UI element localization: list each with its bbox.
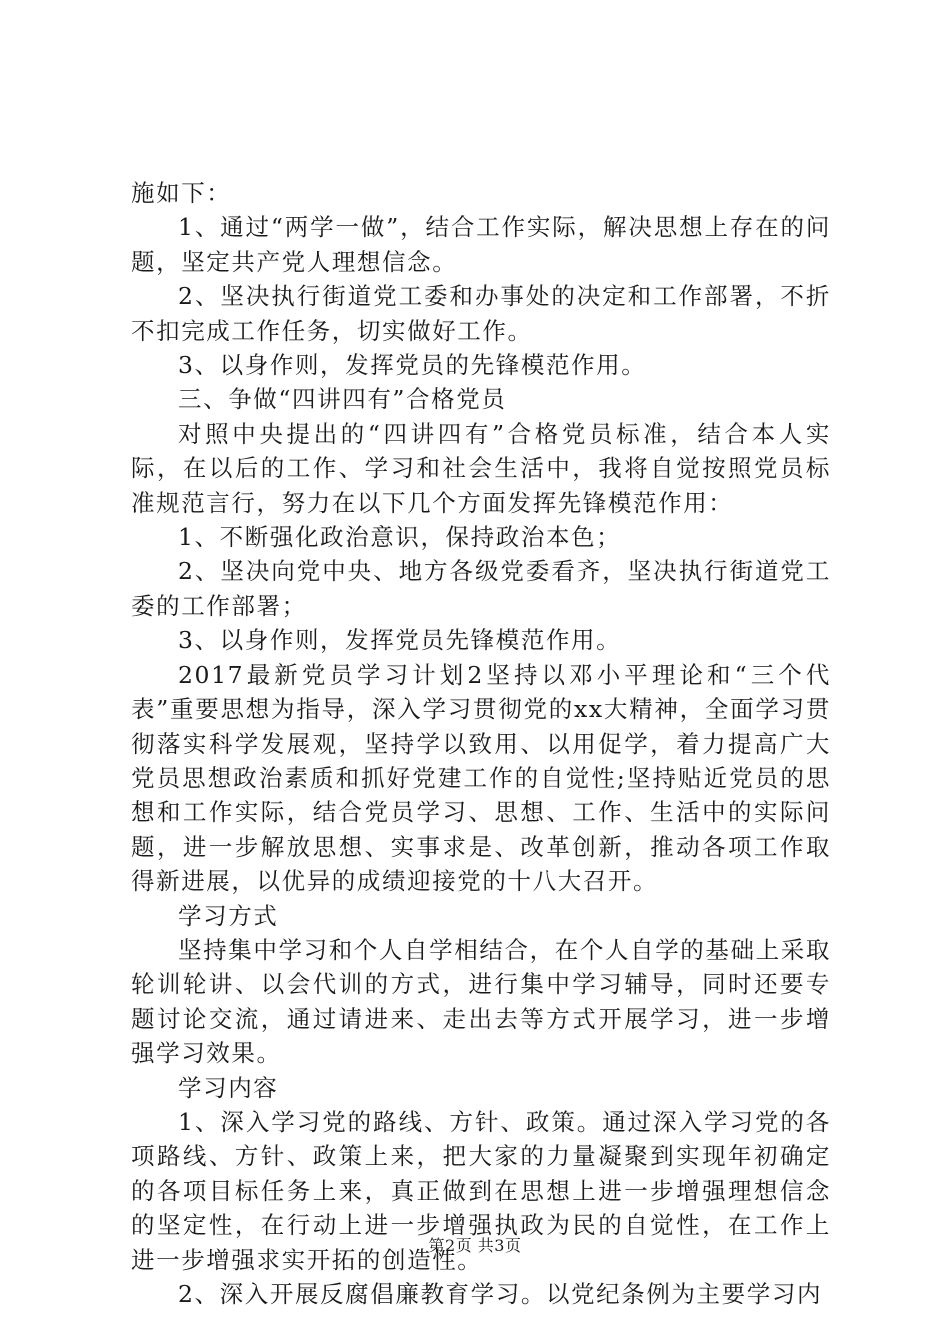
paragraph-12: 坚持集中学习和个人自学相结合，在个人自学的基础上采取轮训轮讲、以会代训的方式，进行集中学习辅导，同时还要专题讨论交流，通过请进来、走出去等方式开展学习，进一步增强学习效果。 [131,935,831,1068]
page-footer [0,1236,950,1256]
heading-study-method: 学习方式 [178,901,279,930]
paragraph-14: 1、深入学习党的路线、方针、政策。通过深入学习党的各项路线、方针、政策上来，把大家的力量凝聚到实现年初确定的各项目标任务上来，真正做到在思想上进一步增强理想信念的坚定性，在行动上进一步增强执政为民的自觉性，在工作上进一步增强求实开拓的创造性。 [131,1107,831,1274]
paragraph-6: 对照中央提出的“四讲四有”合格党员标准，结合本人实际，在以后的工作、学习和社会生活中，我将自觉按照党员标准规范言行，努力在以下几个方面发挥先锋模范作用： [131,419,831,517]
paragraph-10: 2017最新党员学习计划2坚持以邓小平理论和“三个代表”重要思想为指导，深入学习贯彻党的xx大精神，全面学习贯彻落实科学发展观，坚持学以致用、以用促学，着力提高广大党员思想政治素质和抓好党建工作的自觉性;坚持贴近党员的思想和工作实际，结合党员学习、思想、工作、生活中的实际问题，进一步解放思想、实事求是、改革创新，推动各项工作取得新进展，以优异的成绩迎接党的十八大召开。 [131,660,831,896]
heading-study-content: 学习内容 [178,1073,279,1102]
paragraph-4: 3、以身作则，发挥党员的先锋模范作用。 [178,351,647,380]
paragraph-1: 施如下： [131,179,232,207]
paragraph-3: 2、坚决执行街道党工委和办事处的决定和工作部署，不折不扣完成工作任务，切实做好工作。 [131,282,831,345]
page-number-label: 第2页 共3页 [428,1236,522,1255]
paragraph-15: 2、深入开展反腐倡廉教育学习。以党纪条例为主要学习内 [178,1280,823,1308]
paragraph-8: 2、坚决向党中央、地方各级党委看齐，坚决执行街道党工委的工作部署； [131,557,831,620]
paragraph-2: 1、通过“两学一做”，结合工作实际，解决思想上存在的问题，坚定共产党人理想信念。 [131,213,831,276]
section-heading-3: 三、争做“四讲四有”合格党员 [178,385,507,414]
paragraph-9: 3、以身作则，发挥党员先锋模范作用。 [178,626,622,655]
paragraph-7: 1、不断强化政治意识，保持政治本色； [178,523,622,552]
document-body [131,176,831,1311]
